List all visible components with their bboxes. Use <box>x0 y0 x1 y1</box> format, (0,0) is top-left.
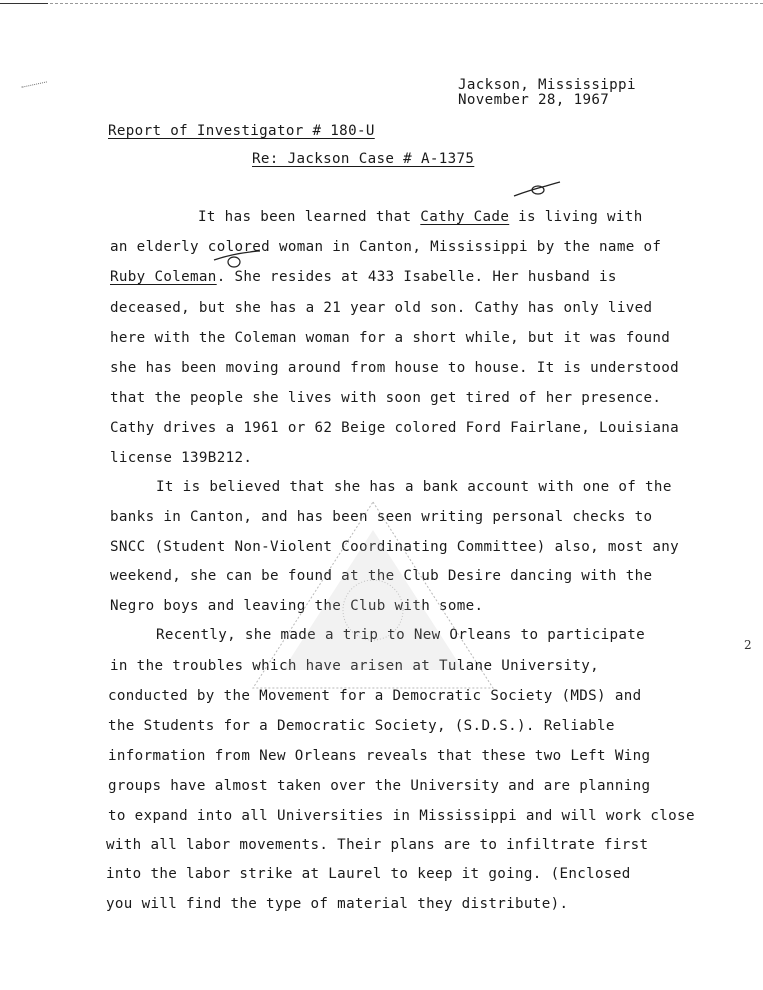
body-line-17: conducted by the Movement for a Democratic Society (MDS) and <box>108 688 642 704</box>
faded-seal-stamp <box>238 500 548 690</box>
body-line-18: the Students for a Democratic Society, (S.D.S.). Reliable <box>108 718 615 734</box>
body-line-10: It is believed that she has a bank account with one of the <box>156 479 672 495</box>
person-name-cathy-cade: Cathy Cade <box>420 209 510 225</box>
margin-page-note: 2 <box>744 638 752 652</box>
page-top-rule <box>0 3 48 4</box>
letterhead-place: Jackson, Mississippi <box>458 77 636 93</box>
body-line-14: Negro boys and leaving the Club with some. <box>110 598 484 614</box>
report-title: Report of Investigator # 180-U <box>108 123 375 139</box>
body-line-3 <box>110 269 617 285</box>
body-line-13: weekend, she can be found at the Club Desire dancing with the <box>110 568 653 584</box>
body-line-19: information from New Orleans reveals that these two Left Wing <box>108 748 651 764</box>
body-line-4: deceased, but she has a 21 year old son. Cathy has only lived <box>110 300 653 316</box>
body-line-20: groups have almost taken over the University and are planning <box>108 778 651 794</box>
body-line-5: here with the Coleman woman for a short while, but it was found <box>110 330 671 346</box>
case-reference: Re: Jackson Case # A-1375 <box>252 151 475 167</box>
body-line-21: to expand into all Universities in Mississippi and will work close <box>108 808 695 824</box>
body-line-7: that the people she lives with soon get tired of her presence. <box>110 390 662 406</box>
body-line-9: license 139B212. <box>110 450 253 466</box>
body-line-15: Recently, she made a trip to New Orleans to participate <box>156 627 646 643</box>
body-line-22: with all labor movements. Their plans are to infiltrate first <box>106 837 649 853</box>
body-text: It has been learned that <box>198 209 421 225</box>
scribble-mark-icon <box>512 180 562 202</box>
body-line-6: she has been moving around from house to house. It is understood <box>110 360 680 376</box>
body-line-23: into the labor strike at Laurel to keep it going. (Enclosed <box>106 866 631 882</box>
page-top-edge <box>0 3 763 4</box>
body-line-11: banks in Canton, and has been seen writing personal checks to <box>110 509 653 525</box>
person-name-ruby-coleman: Ruby Coleman <box>110 269 217 285</box>
body-text: is living with <box>509 209 643 225</box>
body-line-2: an elderly colored woman in Canton, Mississippi by the name of <box>110 239 662 255</box>
letterhead-date: November 28, 1967 <box>458 92 610 108</box>
body-line-8: Cathy drives a 1961 or 62 Beige colored Ford Fairlane, Louisiana <box>110 420 680 436</box>
body-text: . She resides at 433 Isabelle. Her husband is <box>216 269 617 285</box>
body-line-12: SNCC (Student Non-Violent Coordinating Committee) also, most any <box>110 539 680 555</box>
body-line-1 <box>198 209 643 225</box>
body-line-24: you will find the type of material they distribute). <box>106 896 569 912</box>
body-line-16: in the troubles which have arisen at Tulane University, <box>110 658 600 674</box>
stray-pen-mark <box>21 81 48 95</box>
